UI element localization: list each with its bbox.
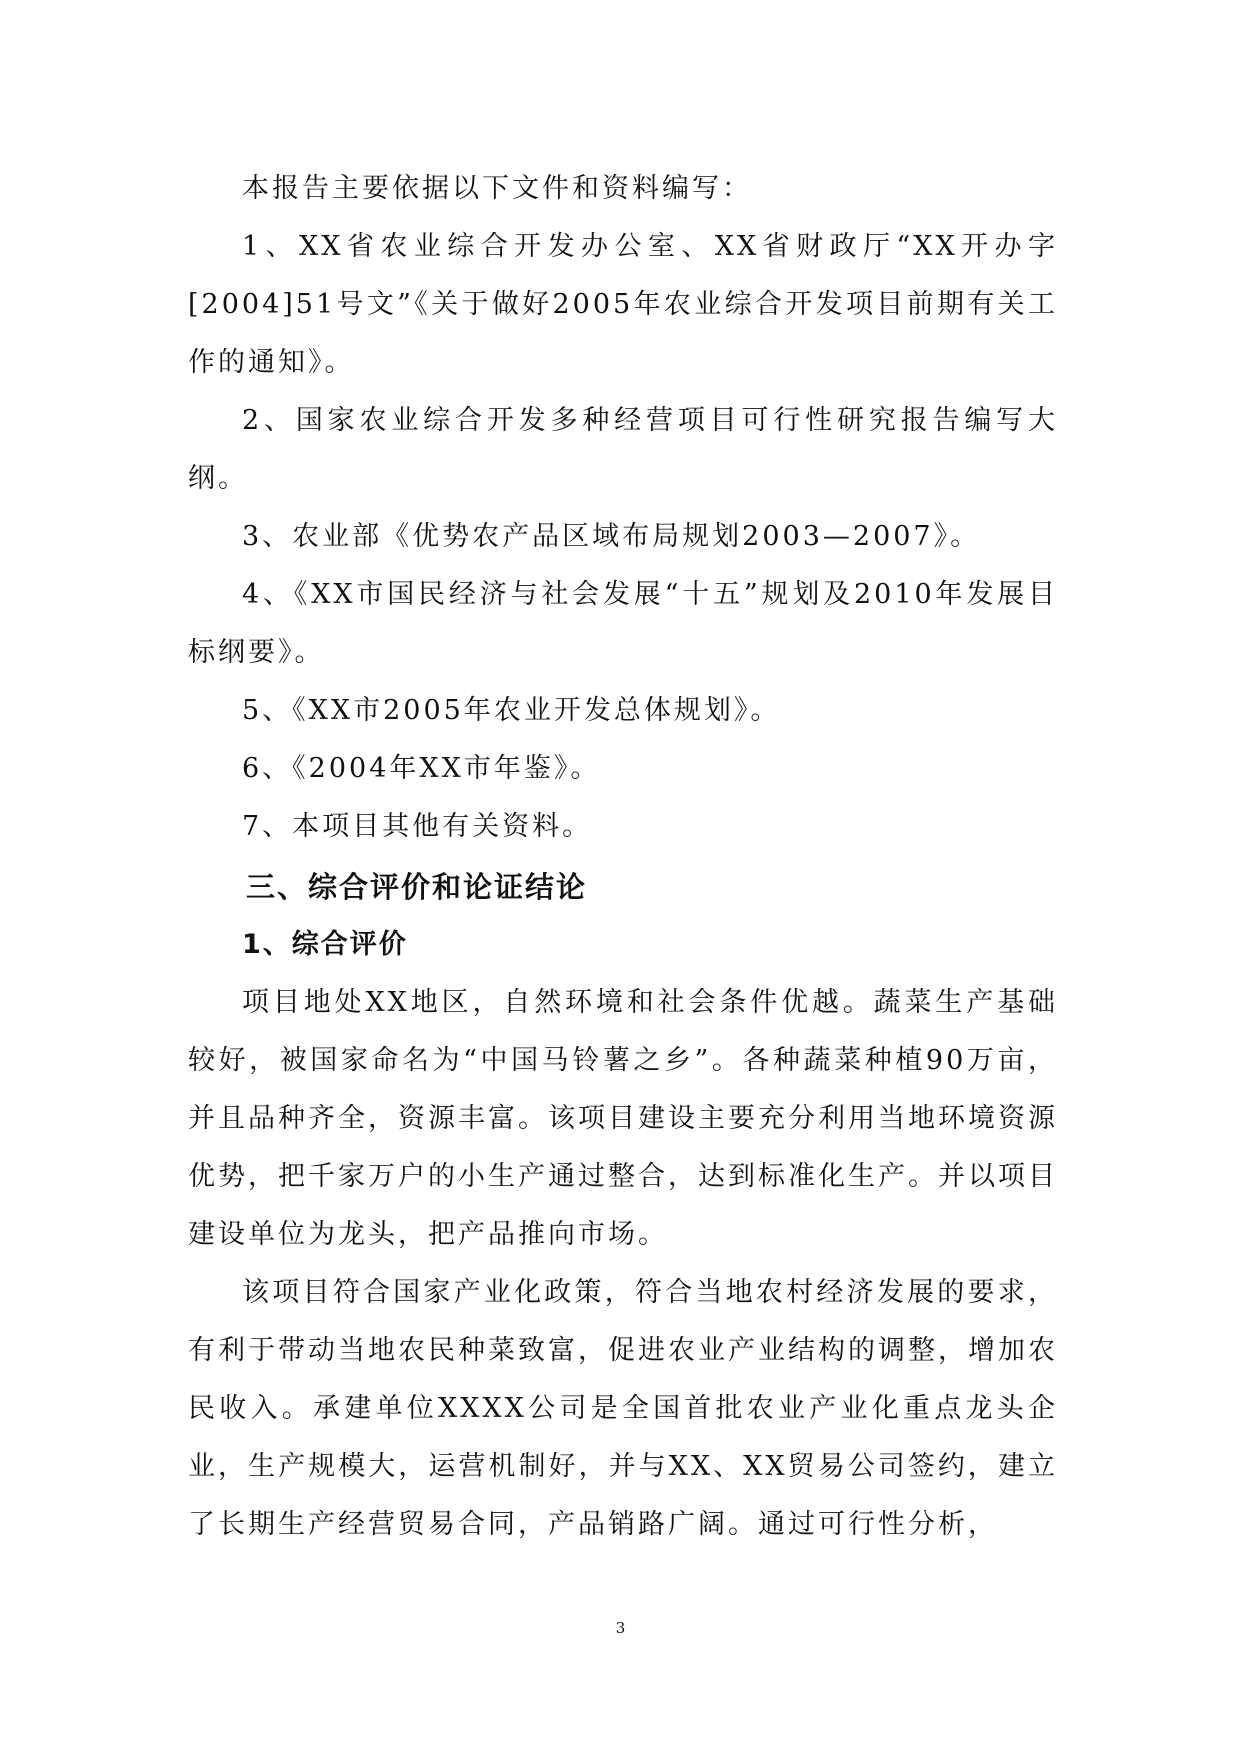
body-paragraph-2: 该项目符合国家产业化政策，符合当地农村经济发展的要求，有利于带动当地农民种菜致富，促进农业产业结构的调整，增加农民收入。承建单位XXXX公司是全国首批农业产业化重点龙头企业，生产规模大，运营机制好，并与XX、XX贸易公司签约，建立了长期生产经营贸易合同，产品销路广阔。通过可行性分析， <box>188 1277 1058 1540</box>
subsection-heading: 1、综合评价 <box>242 929 408 960</box>
reference-item-5: 5、《XX市2005年农业开发总体规划》。 <box>242 695 781 726</box>
page-number: 3 <box>615 1619 626 1637</box>
reference-item-1: 1、XX省农业综合开发办公室、XX省财政厅“XX开办字[2004]51号文”《关于做好2005年农业综合开发项目前期有关工作的通知》。 <box>188 231 1058 378</box>
reference-item-3: 3、农业部《优势农产品区域布局规划2003—2007》。 <box>242 521 981 552</box>
reference-item-4: 4、《XX市国民经济与社会发展“十五”规划及2010年发展目标纲要》。 <box>188 579 1058 668</box>
intro-paragraph: 本报告主要依据以下文件和资料编写： <box>242 173 752 204</box>
reference-item-7: 7、本项目其他有关资料。 <box>242 811 593 842</box>
reference-item-6: 6、《2004年XX市年鉴》。 <box>242 753 601 784</box>
reference-item-2: 2、国家农业综合开发多种经营项目可行性研究报告编写大纲。 <box>188 405 1058 494</box>
page-content <box>188 160 1058 1554</box>
body-paragraph-1: 项目地处XX地区，自然环境和社会条件优越。蔬菜生产基础较好，被国家命名为“中国马铃薯之乡”。各种蔬菜种植90万亩，并且品种齐全，资源丰富。该项目建设主要充分利用当地环境资源优势，把千家万户的小生产通过整合，达到标准化生产。并以项目建设单位为龙头，把产品推向市场。 <box>188 987 1058 1250</box>
section-heading: 三、综合评价和论证结论 <box>246 870 588 904</box>
